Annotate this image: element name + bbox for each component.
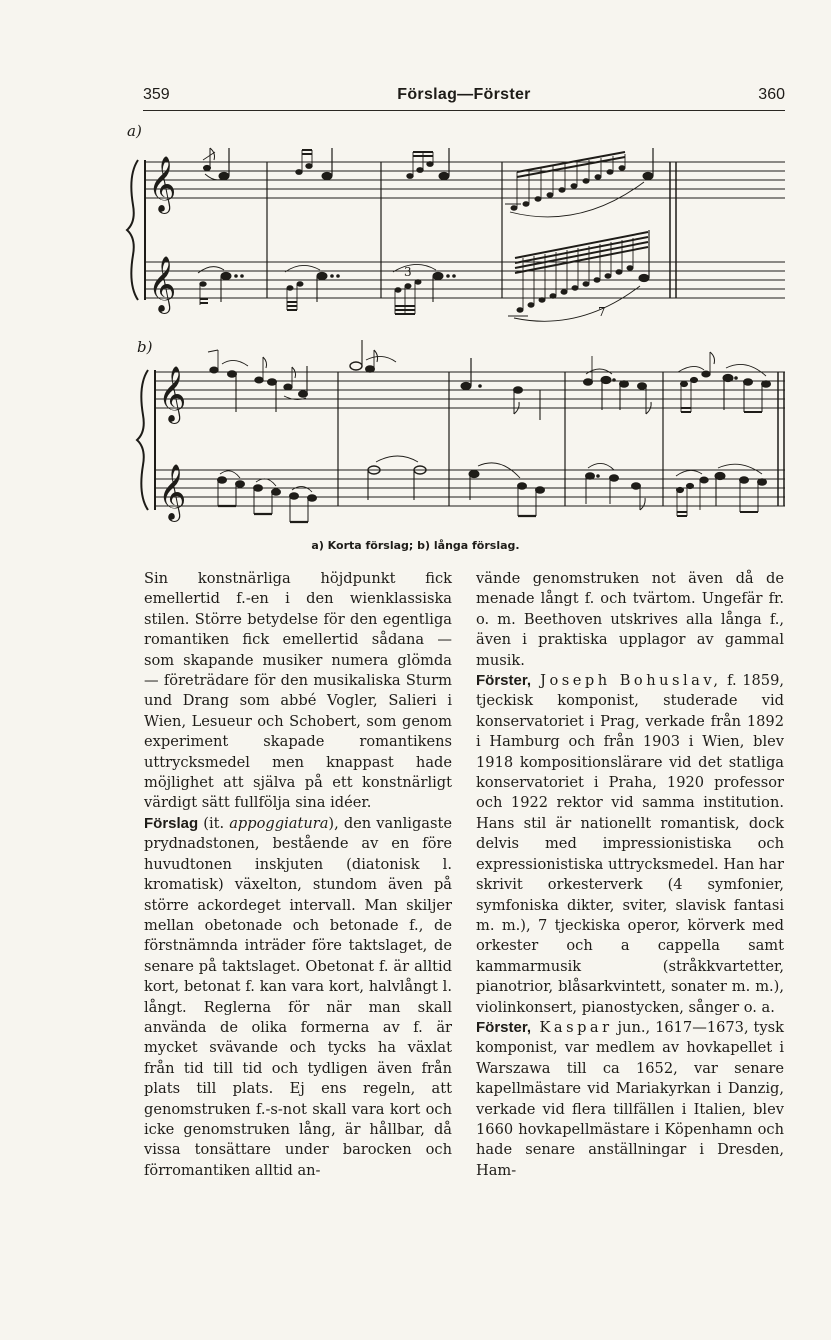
example-a-m1-lower <box>198 267 243 305</box>
example-b-m5-lower <box>676 464 767 516</box>
septuplet-mark: 7 <box>598 305 606 319</box>
entry-spaced-name: Kaspar <box>531 1018 613 1036</box>
example-b-m2-upper <box>350 340 396 372</box>
example-a-m2-lower <box>285 265 339 310</box>
text-column-left <box>144 569 452 1181</box>
page-number-right: 360 <box>758 86 785 103</box>
entry-text: ), den vanligaste prydnadstonen, bestående av en före huvudtonen inskjuten (diatonisk l. kromatisk) växelton, stundom även på större ackordeget intervall. Man skiljer mellan obetonade och betonade f., de förstnämnda inträder före taktslaget, de senare på taktslaget. Obetonat f. är alltid kort, betonat f. kan vara kort, halvlångt l. långt. Reglerna för när man skall använda de olika formerna av f. är mycket svävande och tycks ha växlat från tid till tid och tydligen även från plats till plats. Ej ens regeln, att genomstruken f.-s-not skall vara kort och icke genomstruken lång, är hållbar, då vissa tonsättare under barocken och förromantiken alltid an- <box>144 814 452 1179</box>
example-a-m4-lower <box>508 230 649 321</box>
example-b-m5-upper <box>678 352 771 412</box>
caption-long-appoggiatura: b) långa förslag. <box>417 539 520 552</box>
treble-clef-icon: 𝄞 <box>158 366 187 422</box>
paragraph: vände genomstruken not även då de menade långt f. och tvärtom. Ungefär fr. o. m. Beethoven utskrives alla långa f., även i praktiska upplagor av gammal musik. <box>476 570 784 669</box>
example-b-label: b) <box>137 338 153 356</box>
example-a-label: a) <box>127 122 142 140</box>
example-a-m4-upper <box>505 148 653 217</box>
example-b-m2-lower <box>368 456 426 500</box>
treble-clef-icon: 𝄞 <box>148 156 177 212</box>
text-column-right <box>476 569 784 1181</box>
example-b-m3-lower <box>469 463 545 516</box>
music-caption <box>0 539 831 552</box>
example-b-system <box>137 370 785 510</box>
example-a-upper-staff <box>145 162 785 198</box>
entry-forslag <box>144 814 452 1181</box>
example-b-m3-upper <box>461 358 540 420</box>
example-b-m4-upper <box>584 356 652 414</box>
treble-clef-icon: 𝄞 <box>158 464 187 520</box>
entry-text: (it. <box>198 814 230 832</box>
paragraph: Sin konstnärliga höjdpunkt fick emellertid f.-en i den wienklassiska stilen. Större betydelse för den egentliga romantiken fick emellertid sådana — som skapande musiker numera glömda — företrädare för den musikaliska Sturm und Drang som abbé Vogler, Salieri i Wien, Lesueur och Schobert, som genom experiment skapade romantikens uttrycksmedel men knappast hade möjlighet att själva på ett konstnärligt värdigt sätt fullfölja sina idéer. <box>144 570 452 812</box>
entry-headword: Förster, <box>476 672 532 690</box>
page-number-left: 359 <box>143 86 170 103</box>
entry-text: f. 1859, tjeckisk komponist, studerade vid konservatoriet i Prag, verkade från 1892 i Hamburg och från 1903 i Wien, blev 1918 kompositionslärare vid det statliga konservatoriet i Praha, 1920 professor och 1922 rektor vid samma institution. Hans stil är nationellt romantisk, dock delvis med impressionistiska och expressionistiska uttrycksmedel. Han har skrivit orkesterverk (4 symfonier, symfoniska dikter, sviter, slavisk fantasi m. m.), 7 tjeckiska operor, körverk med orkester och a cappella samt kammarmusik (stråkkvartetter, pianotrior, blåsarkvintett, sonater m. m.), violinkonsert, pianostycken, sånger o. a. <box>476 672 784 1016</box>
entry-headword: Förslag <box>144 814 199 832</box>
example-a-m3-upper <box>407 148 449 180</box>
entry-spaced-name: Joseph Bohuslav, <box>531 672 722 690</box>
example-a-lower-staff <box>145 262 785 298</box>
caption-short-appoggiatura: a) Korta förslag; <box>311 539 414 552</box>
entry-headword: Förster, <box>476 1018 532 1036</box>
entry-forster-joseph <box>476 671 784 1018</box>
entry-forster-kaspar <box>476 1018 784 1181</box>
entry-italic-term: appoggiatura <box>229 814 329 832</box>
example-a-m1-upper <box>203 148 229 180</box>
example-b-m1-lower <box>218 471 317 522</box>
treble-clef-icon: 𝄞 <box>148 256 177 312</box>
entry-text: jun., 1617—1673, tysk komponist, var medlem av hovkapellet i Warszawa till ca 1652, var senare kapellmästare vid Mariakyrkan i Danzig, verkade vid flera tillfällen i Italien, blev 1660 hovkapellmästare i Köpenhamn och hade senare anställningar i Dresden, Ham- <box>476 1018 784 1179</box>
music-examples <box>0 0 831 540</box>
page-running-title: Förslag—Förster <box>397 86 531 103</box>
triplet-mark: 3 <box>404 265 412 279</box>
example-b-upper-staff <box>155 372 785 408</box>
example-a-m2-upper <box>296 148 332 180</box>
